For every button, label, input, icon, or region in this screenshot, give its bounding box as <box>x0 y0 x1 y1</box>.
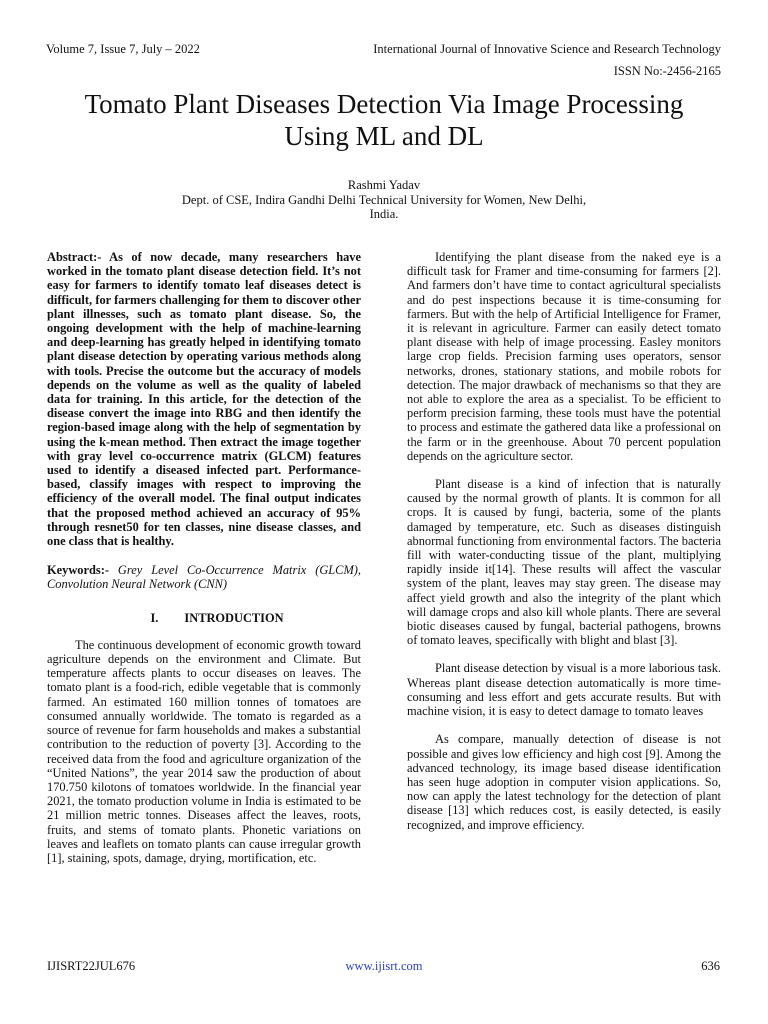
right-column <box>407 250 721 832</box>
section-number: I. <box>150 610 159 625</box>
keywords-label: Keywords:- <box>47 563 109 578</box>
paper-id: IJISRT22JUL676 <box>47 959 136 973</box>
paper-title: Tomato Plant Diseases Detection Via Image Processing Using ML and DL <box>84 89 684 151</box>
left-column <box>47 250 361 865</box>
journal-name: International Journal of Innovative Science and Research Technology <box>373 42 721 56</box>
page-number: 636 <box>701 959 720 973</box>
journal-website-link[interactable]: www.ijisrt.com <box>345 959 423 973</box>
author-name: Rashmi Yadav <box>347 178 421 192</box>
body-paragraph: Plant disease is a kind of infection that is naturally caused by the normal growth of plants. It is common for all crops. It is caused by fungi, bacteria, some of the plants damaged by temperature, etc. Such as diseases distinguish abnormal functioning from environmental factors. The bacteria fill with water-conducting tissue of the plant, multiplying rapidly inside it[14]. These results will affect the vascular system of the plant, leaves may stay green. The disease may affect yield growth and also the integrity of the plant which will damage crops and also kill whole plants. There are several biotic diseases caused by fungal, bacterial pathogens, browns of tomato leaves, specifically with blight and blast [3]. <box>407 477 721 648</box>
keywords <box>47 563 361 591</box>
keywords-text: Grey Level Co-Occurrence Matrix (GLCM), Convolution Neural Network (CNN) <box>47 563 361 592</box>
section-heading <box>47 611 361 625</box>
issn: ISSN No:-2456-2165 <box>613 64 721 78</box>
body-paragraph: As compare, manually detection of disease is not possible and gives low efficiency and high cost [9]. Among the advanced technology, its image based disease identification has seen huge adoption in computer vision applications. So, now can apply the latest technology for the detection of plant disease [13] which reduces cost, is easily detected, is easily recognized, and improve efficiency. <box>407 732 721 832</box>
abstract: Abstract:- As of now decade, many researchers have worked in the tomato plant disease detection field. It’s not easy for farmers to identify tomato leaf diseases detect is difficult, for farmers challenging for them to discover other plant illnesses, such as tomato plant disease. So, the ongoing development with the help of machine-learning and deep-learning has greatly helped in identifying tomato plant disease detection by operating various methods along with tools. Precise the outcome but the accuracy of models depends on the volume as well as the quality of labeled data for training. In this article, for the detection of the disease convert the image into RBG and then identify the region-based image along with the help of segmentation by using the k-mean method. Then extract the image together with gray level co-occurrence matrix (GLCM) features used to identify a diseased infected part. Performance-based, classify images with respect to improving the efficiency of the overall model. The final output indicates that the proposed method achieved an accuracy of 95% through resnet50 for ten classes, nine disease classes, and one class that is healthy. <box>47 250 361 549</box>
section-title: INTRODUCTION <box>184 610 284 625</box>
intro-paragraph: The continuous development of economic growth toward agriculture depends on the environment and Climate. But temperature affects plants to occur diseases on leaves. The tomato plant is a food-rich, edible vegetable that is commonly farmed. An estimated 160 million tonnes of tomatoes are consumed annually worldwide. The tomato is regarded as a source of revenue for farm households and makes a substantial contribution to the reduction of poverty [3]. According to the received data from the food and agriculture organization of the “United Nations”, the year 2014 saw the production of about 170.750 kilotons of tomatoes worldwide. In the financial year 2021, the tomato production volume in India is estimated to be 21 million metric tonnes. Diseases affect the leaves, roots, fruits, and stems of tomato plants. Phonetic variations on leaves and leaflets on tomato plants can cause irregular growth [1], staining, spots, damage, drying, mortification, etc. <box>47 637 361 865</box>
body-paragraph: Identifying the plant disease from the naked eye is a difficult task for Framer and time-consuming for farmers [2]. And farmers don’t have time to contact agricultural specialists and do pest inspections because it is time-consuming for farmers. But with the help of Artificial Intelligence for Framer, it is relevant in agriculture. Farmer can easily detect tomato plant disease with help of image processing. Easley monitors large crop fields. Precision farming uses operators, sensor networks, drones, stationary stations, and mobile robots for detection. The major drawback of mechanisms so that they are not able to explore the area as a specialist. To be efficient to perform precision farming, these tools must have the potential to process and estimate the gathered data like a professional on the farm or in the greenhouse. About 70 percent population depends on the agriculture sector. <box>407 250 721 463</box>
author-affiliation: Dept. of CSE, Indira Gandhi Delhi Technical University for Women, New Delhi, India. <box>181 193 587 221</box>
body-paragraph: Plant disease detection by visual is a more laborious task. Whereas plant disease detection automatically is more time-consuming and less effort and gets accurate results. But with machine vision, it is easy to detect damage to tomato leaves <box>407 661 721 719</box>
volume-info: Volume 7, Issue 7, July – 2022 <box>46 42 200 56</box>
